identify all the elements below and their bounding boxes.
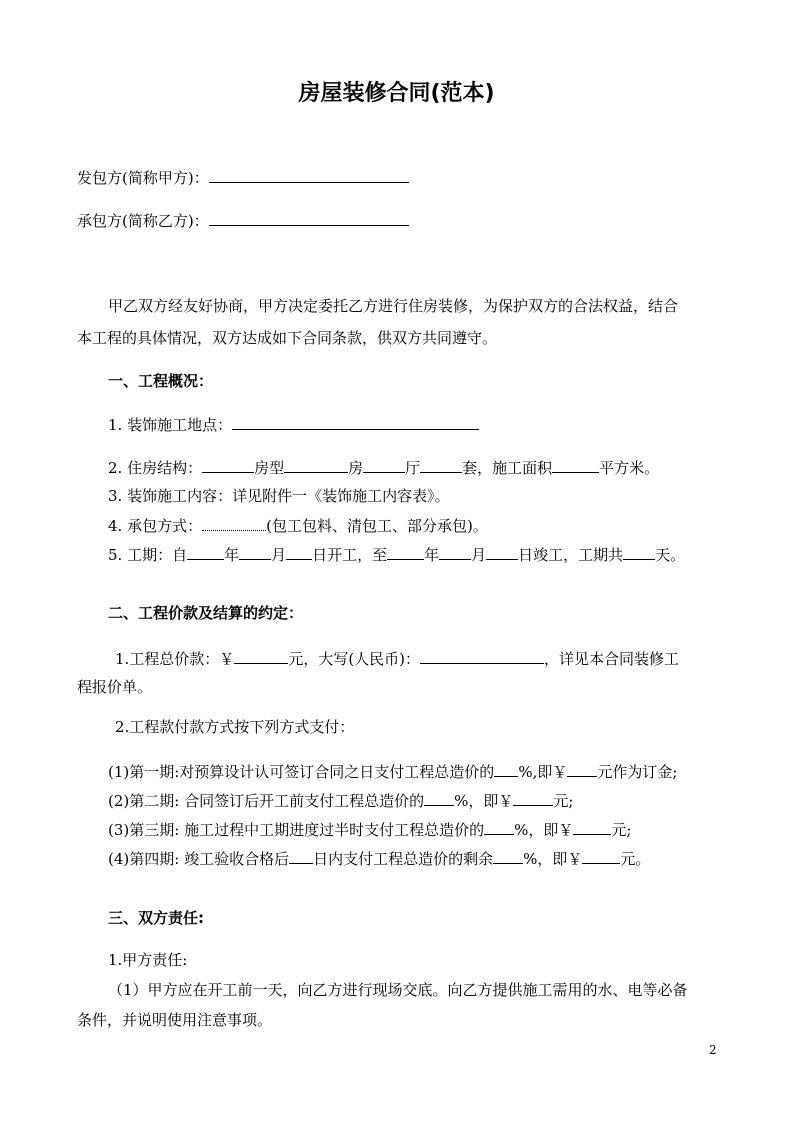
payment-phase-4-text-1: 日内支付工程总造价的剩余 xyxy=(313,850,494,868)
s1-item-5-lead: 5. 工期：自 xyxy=(108,546,188,564)
s1-item-1 xyxy=(108,414,479,435)
payment-phase-4-lead: (4)第四期: 竣工验收合格后 xyxy=(108,850,290,868)
payment-phase-2-text-2: 元; xyxy=(553,792,574,810)
s1-item-5-text-7: 天。 xyxy=(655,546,686,564)
phase-4-amount-blank[interactable] xyxy=(582,848,620,864)
start-year-blank[interactable] xyxy=(187,544,224,560)
s1-item-5-text-4: 年 xyxy=(424,546,440,564)
section-3-heading: 三、双方责任: xyxy=(108,909,204,927)
s1-item-1-label: 1. 装饰施工地点： xyxy=(108,416,233,434)
payment-phase-4-text-2: %，即￥ xyxy=(523,850,583,868)
s2-item-1-text-1: 元，大写(人民币)： xyxy=(288,650,421,668)
s3-para-1-line-1: （1）甲方应在开工前一天，向乙方进行现场交底。向乙方提供施工需用的水、电等必备 xyxy=(108,981,688,999)
s1-item-5-text-2: 月 xyxy=(271,546,287,564)
s1-item-5-text-6: 日竣工，工期共 xyxy=(518,546,624,564)
s2-item-1-line-2: 程报价单。 xyxy=(77,678,153,696)
phase-3-amount-blank[interactable] xyxy=(573,819,611,835)
total-price-words-blank[interactable] xyxy=(420,648,544,664)
intro-line-1: 甲乙双方经友好协商，甲方决定委托乙方进行住房装修，为保护双方的合法权益，结合 xyxy=(108,297,679,315)
end-month-blank[interactable] xyxy=(439,544,471,560)
duration-blank[interactable] xyxy=(623,544,655,560)
s2-item-2: 2.工程款付款方式按下列方式支付： xyxy=(115,718,355,736)
payment-phase-4-text-3: 元。 xyxy=(620,850,651,868)
payment-phase-1-text-2: 元作为订金; xyxy=(597,763,678,781)
party-a-line xyxy=(77,167,409,188)
phase-4-days-blank[interactable] xyxy=(289,848,313,864)
party-a-label: 发包方(简称甲方)： xyxy=(77,169,209,187)
payment-phase-4 xyxy=(108,848,650,869)
end-day-blank[interactable] xyxy=(486,544,518,560)
payment-phase-3-text-2: 元; xyxy=(611,821,632,839)
s1-item-5-text-1: 年 xyxy=(224,546,240,564)
payment-phase-2-lead: (2)第二期: 合同签订后开工前支付工程总造价的 xyxy=(108,792,425,810)
s1-item-2-text-1: 房型 xyxy=(254,459,285,477)
payment-phase-3-text-1: %，即￥ xyxy=(514,821,574,839)
payment-phase-1-lead: (1)第一期:对预算设计认可签订合同之日支付工程总造价的 xyxy=(108,763,495,781)
party-b-blank[interactable] xyxy=(209,210,409,226)
s1-item-2-lead: 2. 住房结构： xyxy=(108,459,203,477)
phase-1-percent-blank[interactable] xyxy=(494,761,518,777)
phase-2-percent-blank[interactable] xyxy=(424,790,454,806)
structure-blank-1[interactable] xyxy=(202,457,254,473)
s1-item-2-text-5: 平方米。 xyxy=(599,459,660,477)
phase-4-percent-blank[interactable] xyxy=(493,848,523,864)
structure-blank-3[interactable] xyxy=(363,457,405,473)
phase-1-amount-blank[interactable] xyxy=(567,761,597,777)
s1-item-2-text-2: 房 xyxy=(348,459,364,477)
s1-item-2 xyxy=(108,457,659,478)
s1-item-2-text-4: 套，施工面积 xyxy=(462,459,553,477)
structure-blank-2[interactable] xyxy=(284,457,348,473)
site-address-blank[interactable] xyxy=(232,414,479,430)
page-number: 2 xyxy=(709,1043,717,1057)
payment-phase-2-text-1: %，即￥ xyxy=(454,792,514,810)
document-title: 房屋装修合同(范本) xyxy=(298,81,495,106)
s3-item-1: 1.甲方责任: xyxy=(108,951,188,969)
s1-item-2-text-3: 厅 xyxy=(405,459,421,477)
s2-item-1 xyxy=(115,648,679,669)
s1-item-5-text-3: 日开工，至 xyxy=(312,546,388,564)
start-month-blank[interactable] xyxy=(239,544,271,560)
phase-2-amount-blank[interactable] xyxy=(513,790,553,806)
party-b-label: 承包方(简称乙方)： xyxy=(77,212,209,230)
intro-line-2: 本工程的具体情况，双方达成如下合同条款，供双方共同遵守。 xyxy=(77,329,498,347)
s1-item-4-lead: 4. 承包方式： xyxy=(108,517,203,535)
s1-item-4 xyxy=(108,515,488,536)
end-year-blank[interactable] xyxy=(387,544,424,560)
payment-phase-3 xyxy=(108,819,631,840)
s1-item-4-tail: (包工包料、清包工、部分承包)。 xyxy=(266,517,488,535)
s2-item-1-text-2: ，详见本合同装修工 xyxy=(544,650,680,668)
section-1-heading: 一、工程概况： xyxy=(108,372,214,390)
s1-item-5 xyxy=(108,544,685,565)
s2-item-1-lead: 1.工程总价款：￥ xyxy=(115,650,235,668)
party-b-line xyxy=(77,210,409,231)
s1-item-3: 3. 装饰施工内容：详见附件一《装饰施工内容表》。 xyxy=(108,487,450,505)
payment-phase-3-lead: (3)第三期: 施工过程中工期进度过半时支付工程总造价的 xyxy=(108,821,485,839)
phase-3-percent-blank[interactable] xyxy=(484,819,514,835)
payment-phase-2 xyxy=(108,790,573,811)
total-price-blank[interactable] xyxy=(234,648,288,664)
contract-mode-blank[interactable] xyxy=(202,515,266,531)
s3-para-1-line-2: 条件，并说明使用注意事项。 xyxy=(77,1011,273,1029)
structure-blank-4[interactable] xyxy=(420,457,462,473)
s1-item-5-text-5: 月 xyxy=(471,546,487,564)
payment-phase-1-text-1: %,即￥ xyxy=(518,763,568,781)
area-blank[interactable] xyxy=(552,457,599,473)
payment-phase-1 xyxy=(108,761,677,782)
section-2-heading: 二、工程价款及结算的约定： xyxy=(108,604,304,622)
party-a-blank[interactable] xyxy=(209,167,409,183)
start-day-blank[interactable] xyxy=(286,544,312,560)
